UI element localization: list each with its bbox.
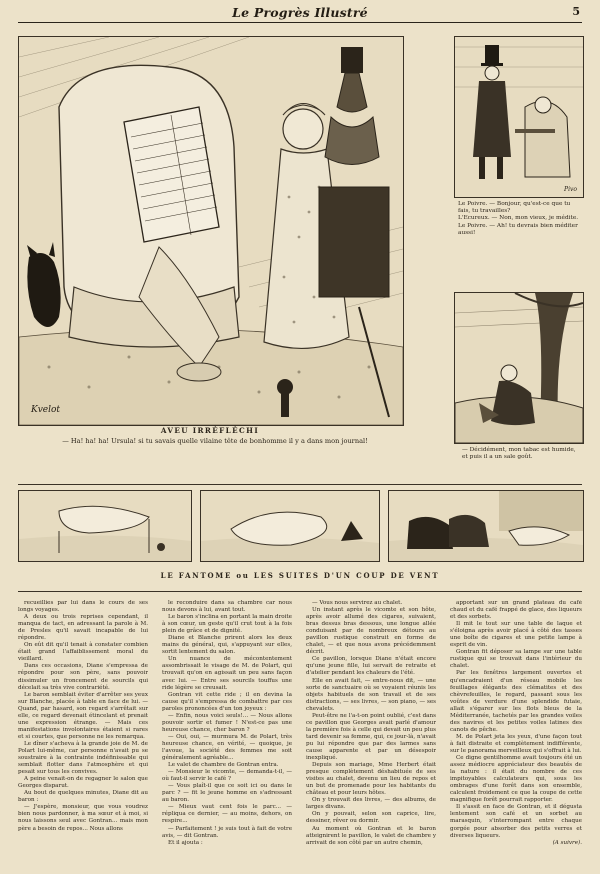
article-paragraph: Gontran vit cette ride ; il en devina la cause qu'il s'empressa de combattre par ces paroles prononcées d'un ton joyeux : — [162, 691, 292, 712]
article-column-3 — [306, 600, 436, 868]
main-cartoon-caption: — Ha! ha! ha! Ursula! si tu savais quelle vilaine tête de bonhomme il y a dans mon journal! — [62, 437, 368, 445]
article-paragraph: Elle en avait fait, — entre-nous dit, — une sorte de sanctuaire où se voyaient réunis les objets habituels de son travail et de ses distractions, — ses livres, — son piano, — ses chevalets. — [306, 677, 436, 712]
article-paragraph: Il s'assit en face de Gontran, et il dégusta lentement son café et un sorbet au marasquin, s'interrompant entre chaque gorgée pour absorber des petits verres et diverses liqueurs. — [450, 804, 582, 839]
article-paragraph: Dans ces occasions, Diane s'empressa de répondre pour son père, sans pouvoir dissimuler un froncement de sourcils qui décelait sa très vive contrariété. — [18, 663, 148, 691]
masthead — [18, 4, 582, 23]
article-paragraph: recueillies par lui dans le cours de ses longs voyages. — [18, 600, 148, 614]
article-paragraph: On y trouvait des livres, — des albums, de larges divans. — [306, 797, 436, 811]
article-paragraph: Ce pavillon, lorsque Diane n'était encore qu'une jeune fille, lui servait de retraite et d'atelier pendant les chaleurs de l'été. — [306, 656, 436, 677]
right-top-signature: Pivo — [564, 186, 577, 193]
right-bottom-cartoon-drawing — [455, 293, 583, 443]
article-paragraph: Ce digne gentilhomme avait toujours été un assez médiocre appréciateur des beautés de la nature : il était du nombre de ces impitoyables calculateurs qui, sous les ombrages d'une forêt dans son ensemble, calculent froidement ce que la coupe de cette magnifique forêt pourrait rapporter. — [450, 755, 582, 804]
article-column-4 — [450, 600, 582, 868]
main-cartoon-caption-title: AVEU IRRÉFLÉCHI — [160, 426, 260, 435]
article-paragraph: Le baron s'inclina en portant la main droite à son cœur, un geste qu'il crut tout à la fois plein de grâce et de dignité. — [162, 614, 292, 635]
article-paragraph: — Vous plaît-il que ce soit ici ou dans le parc ? — fit le jeune homme en s'adressant au baron. — [162, 783, 292, 804]
right-bottom-cartoon-illustration — [454, 292, 584, 444]
article-paragraph: Diane et Blanche prirent alors les deux mains du général, qui, s'appuyant sur elles, sortit lentement du salon. — [162, 635, 292, 656]
strip-panel-1-drawing — [19, 491, 191, 561]
article-paragraph: Le dîner s'acheva à la grande joie de M. de Polart lui-même, car personne n'avait pu se soustraire à la contrainte indéfinissable qui semblait flotter dans l'atmosphère et qui pesait sur tous les convives. — [18, 740, 148, 776]
article-paragraph: — Vous nous servirez au chalet. — [312, 600, 403, 606]
article-paragraph: M. de Polart jeta les yeux, d'une façon tout à fait distraite et complètement indifférente, sur le panorama merveilleux qui s'offrait à lui. — [450, 733, 582, 754]
article-paragraph: Le baron semblait éviter d'arrêter ses yeux sur Blanche, placée à table en face de lui. — Quand, par hasard, son regard s'arrêtait sur elle, ce regard devenait étincelant et prenait une expression étrange. — Mais ces manifestations involontaires étaient si rares et si courtes, que personne ne les remarqua. — [18, 691, 148, 740]
right-top-cartoon-illustration — [454, 36, 584, 198]
strip-top-rule — [18, 484, 582, 485]
article-column-2 — [162, 600, 292, 868]
article-paragraph: Gontran fit déposer sa lampe sur une table rustique qui se trouvait dans l'intérieur du chalet. — [450, 649, 582, 670]
dialogue-line: Le Poivre. — Ah! tu devrais bien méditer aussi! — [458, 222, 578, 236]
article-paragraph: A peine venait-on de regagner le salon que Georges disparut. — [18, 776, 148, 790]
article-paragraph: Par les fenêtres largement ouvertes et qu'encadraient d'un réseau mobile les feuillages élégants des clématites et des chèvrefeuilles, le regard, passant sous les voûtes de verdure d'une splendide futaie, allait s'égarer sur les flots bleus de la Méditerranée, tachetés par les grandes voiles des navires et les petites voiles latines des canots de pêche. — [450, 670, 582, 733]
strip-title: LE FANTOME ou LES SUITES D'UN COUP DE VENT — [160, 571, 440, 580]
article-column-1 — [18, 600, 148, 868]
newspaper-title: Le Progrès Illustré — [232, 5, 368, 20]
article-paragraph: Le valet de chambre de Gontran entra. — [168, 762, 279, 769]
article-paragraph: — J'espère, monsieur, que vous voudrez bien nous pardonner, à ma sœur et à moi, si nous laissons seul avec Gontran... mais mon père a besoin de repos... Nous allons — [18, 804, 148, 832]
right-bottom-caption: — Décidément, mon tabac est humide, et puis il a un sale goût. — [462, 447, 576, 461]
dialogue-line: L'Ecureux. — Non, mon vieux, je médite. — [458, 215, 579, 222]
article-paragraph: On eût dit qu'il tenait à constater combien était grand l'affaiblissement moral du vieillard. — [18, 642, 148, 663]
article-paragraph: A deux ou trois reprises cependant, il manqua de tact, en adressant la parole à M. de Presles qu'il savait incapable de lui répondre. — [18, 614, 148, 642]
strip-panel-3-drawing — [389, 491, 583, 561]
main-cartoon-drawing — [19, 37, 403, 425]
article-paragraph: Depuis son mariage, Mme Herbert était presque complètement déshabituée de ses visites au chalet, devenu un lieu de repos et un but de promenade pour les habitants du château et pour leurs hôtes. — [306, 762, 436, 797]
article-paragraph: Un instant après le vicomte et son hôte, après avoir allumé des cigares, suivaient, bras dessus bras dessous, une longue allée conduisant par de nombreux détours au pavillon rustique construit en forme de chalet, — et que nous avons précédemment décrit. — [306, 607, 436, 656]
article-paragraph: Il mit le tout sur une table de laque et s'éloigna après avoir placé à côté des tasses une boîte de cigares et une petite lampe à esprit de vin. — [450, 621, 582, 649]
page-number: 5 — [572, 5, 580, 18]
to-be-continued: (A suivre). — [552, 839, 582, 846]
right-top-dialogue — [458, 201, 584, 237]
article-paragraph: Au bout de quelques minutes, Diane dit au baron : — [18, 790, 148, 804]
article-paragraph: Un nuance de mécontentement assombrissait le visage de M. de Polart, qui trouvait qu'on en agissait un peu sans façon avec lui. — Entre ses sourcils touffus une ride légère se creusait. — [162, 656, 292, 691]
right-top-cartoon-drawing — [455, 37, 583, 197]
article-paragraph: — Mieux vaut cent fois le parc... — répliqua ce dernier, — au moins, dehors, on respire... — [162, 804, 292, 825]
article-paragraph: Peut-être ne l'a-t-on point oublié, c'est dans ce pavillon que Georges avait parlé d'amour la première fois à celle qui devait un peu plus tard devenir sa femme, qui, ce jour-là, n'avait pu lui répondre que par des larmes sans cause apparente et par un désespoir inexpliqué. — [306, 712, 436, 762]
article-paragraph: — Monsieur le vicomte, — demanda-t-il, — où faut-il servir le café ? — [162, 769, 292, 783]
main-cartoon-illustration — [18, 36, 404, 426]
article-paragraph: Au moment où Gontran et le baron atteignirent le pavillon, le valet de chambre y arrivait de son côté par un autre chemin, — [306, 825, 436, 846]
article-paragraph: — Enfin, nous voici seuls!... — Nous allons pouvoir sortir et fumer ! N'est-ce pas une heureuse chance, cher baron ? — [162, 712, 292, 733]
article-paragraph: — Oui, oui, — murmura M. de Polart, très heureuse chance, en vérité, — quoique, je l'avoue, la société des femmes me soit généralement agréable... — [162, 733, 292, 762]
strip-panel-3 — [388, 490, 584, 562]
artist-signature: Kvelot — [31, 405, 61, 415]
article-paragraph: le reconduire dans sa chambre car nous nous devons à lui, avant tout. — [162, 600, 292, 614]
strip-panel-2-drawing — [201, 491, 379, 561]
article-paragraph: Et il ajouta : — [168, 839, 203, 846]
article-paragraph: — Parfaitement ! je suis tout à fait de votre avis, — dit Gontran. — [162, 825, 292, 839]
strip-bottom-rule — [18, 591, 582, 592]
dialogue-line: Le Poivre. — Bonjour, qu'est-ce que tu fais, tu travailles? — [458, 201, 571, 215]
strip-panel-1 — [18, 490, 192, 562]
strip-panel-2 — [200, 490, 380, 562]
article-paragraph: On y pouvait, selon son caprice, lire, dessiner, rêver ou dormir. — [306, 811, 436, 825]
article-paragraph: apportant sur un grand plateau du café chaud et du café frappé de glace, des liqueurs et des sorbets. — [450, 600, 582, 621]
